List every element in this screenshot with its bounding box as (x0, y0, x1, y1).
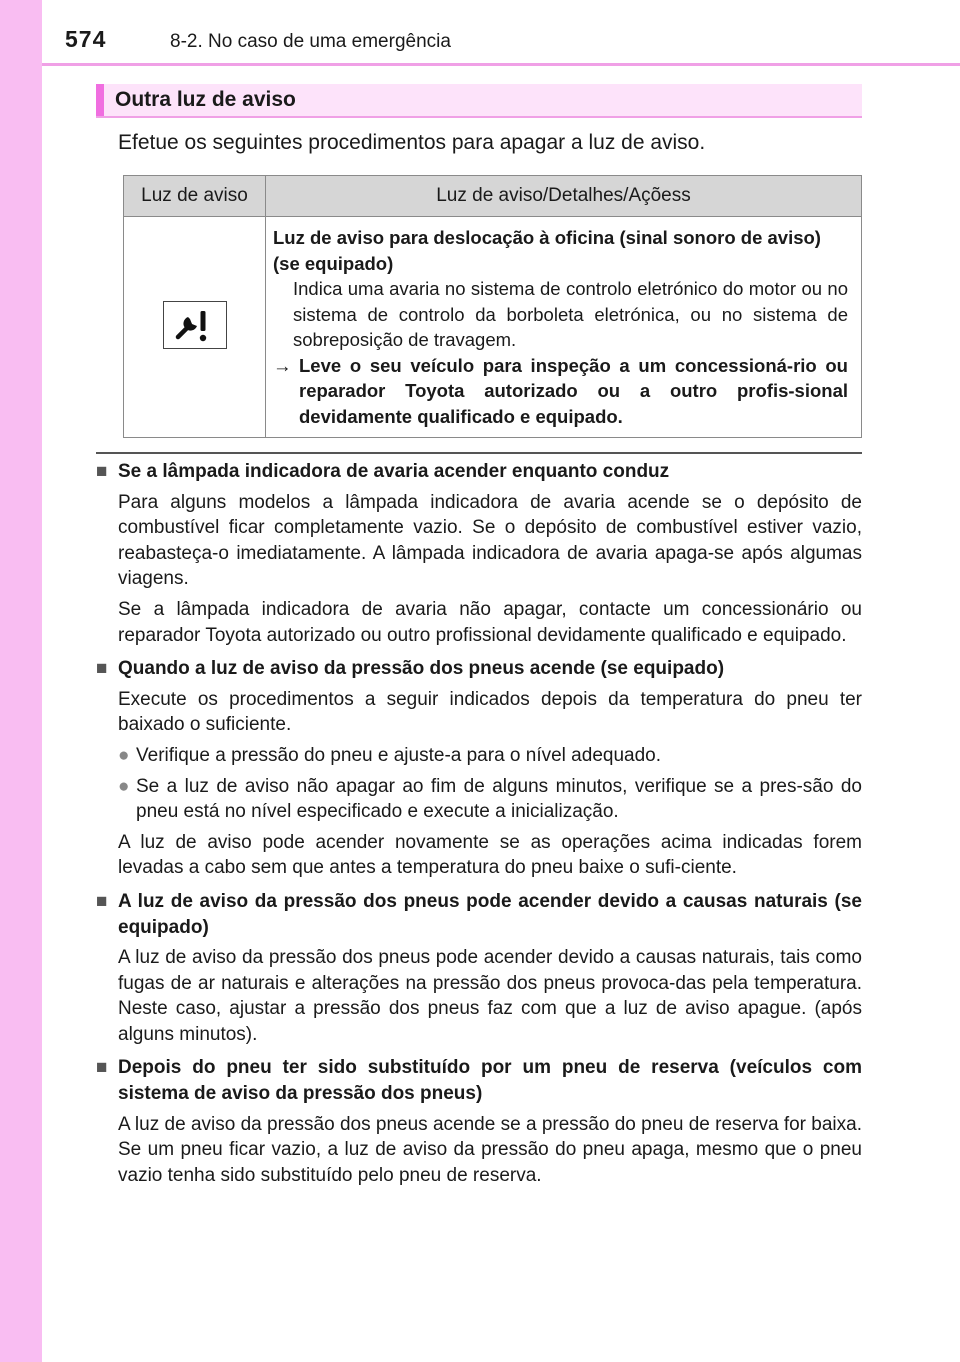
note-heading (96, 1055, 862, 1106)
note-heading (96, 889, 862, 940)
arrow-icon: → (273, 354, 292, 376)
warning-icon-cell (124, 217, 266, 438)
note-heading-text: Se a lâmpada indicadora de avaria acender enquanto conduz (118, 461, 670, 482)
note-heading-text: A luz de aviso da pressão dos pneus pode acender devido a causas naturais (se equipado) (118, 890, 862, 938)
paragraph: A luz de aviso da pressão dos pneus pode acender devido a causas naturais, tais como fugas de ar naturais e alterações na pressão dos pneus provoca-das pela temperatura. Neste caso, ajustar a pressão dos pneus faz com que a luz de aviso apague. (após alguns minutos). (118, 947, 862, 1045)
section-divider (96, 452, 862, 454)
note-heading-text: Quando a luz de aviso da pressão dos pneus acende (se equipado) (118, 658, 725, 680)
warning-action (273, 353, 848, 430)
square-marker-icon: ■ (96, 1057, 108, 1079)
paragraph: A luz de aviso pode acender novamente se as operações acima indicadas forem levadas a cabo sem que antes a temperatura do pneu baixe o sufi-ciente. (118, 831, 862, 879)
page-number: 574 (65, 26, 107, 52)
bullet-icon: ● (118, 775, 130, 797)
paragraph: Se a lâmpada indicadora de avaria não apagar, contacte um concessionário ou reparador Toyota autorizado ou outro profissional devidamente qualificado e equipado. (118, 598, 862, 646)
section-title: Outra luz de aviso (115, 88, 296, 111)
list-item (96, 774, 862, 825)
paragraph: A luz de aviso da pressão dos pneus acende se a pressão do pneu de reserva for baixa. Se um pneu ficar vazio, a luz de aviso da pressão do pneu apaga, mesmo que o pneu vazio tenha sido substituído pelo pneu de reserva. (118, 1113, 862, 1186)
header-rule (42, 63, 960, 66)
square-marker-icon: ■ (96, 890, 108, 912)
left-margin-tab (0, 0, 42, 1362)
table-row (124, 217, 862, 438)
warning-light-table (123, 175, 862, 438)
square-marker-icon: ■ (96, 658, 108, 680)
square-marker-icon: ■ (96, 461, 108, 482)
paragraph: Execute os procedimentos a seguir indicados depois da temperatura do pneu ter baixado o suficiente. (118, 688, 862, 736)
table-header-details: Luz de aviso/Detalhes/Açõess (266, 176, 862, 217)
note-heading-text: Depois do pneu ter sido substituído por um pneu de reserva (veículos com sistema de aviso da pressão dos pneus) (118, 1057, 862, 1105)
chapter-title: 8-2. No caso de uma emergência (170, 31, 451, 52)
table-header-row (124, 176, 862, 217)
notes-section (96, 459, 862, 1188)
section-heading-accent (96, 84, 104, 116)
warning-title: Luz de aviso para deslocação à oficina (sinal sonoro de aviso) (se equipado) (273, 227, 821, 274)
note-heading (96, 459, 862, 485)
section-heading (96, 84, 862, 118)
list-item-text: Verifique a pressão do pneu e ajuste-a para o nível adequado. (136, 744, 661, 766)
warning-description-cell (266, 217, 862, 438)
wrench-exclamation-icon (163, 301, 227, 349)
note-heading (96, 656, 862, 682)
bullet-icon: ● (118, 744, 130, 766)
list-item-text: Se a luz de aviso não apagar ao fim de alguns minutos, verifique se a pres-são do pneu está no nível especificado e execute a inicialização. (136, 775, 862, 823)
warning-detail: Indica uma avaria no sistema de controlo eletrónico do motor ou no sistema de controlo da borboleta eletrónica, ou no sistema de sobreposição de travagem. (293, 278, 848, 350)
paragraph: Para alguns modelos a lâmpada indicadora de avaria acende se o depósito de combustível ficar completamente vazio. Se o depósito de combustível estiver vazio, reabasteça-o imediatamente. A lâmpada indicadora de avaria apaga-se após algumas viagens. (118, 491, 862, 590)
section-intro: Efetue os seguintes procedimentos para apagar a luz de aviso. (118, 131, 706, 154)
warning-action-text: Leve o seu veículo para inspeção a um concessioná-rio ou reparador Toyota autorizado ou a outro profis-sional devidamente qualificado e equipado. (299, 354, 848, 427)
table-header-light: Luz de aviso (124, 176, 266, 217)
list-item (96, 743, 862, 769)
